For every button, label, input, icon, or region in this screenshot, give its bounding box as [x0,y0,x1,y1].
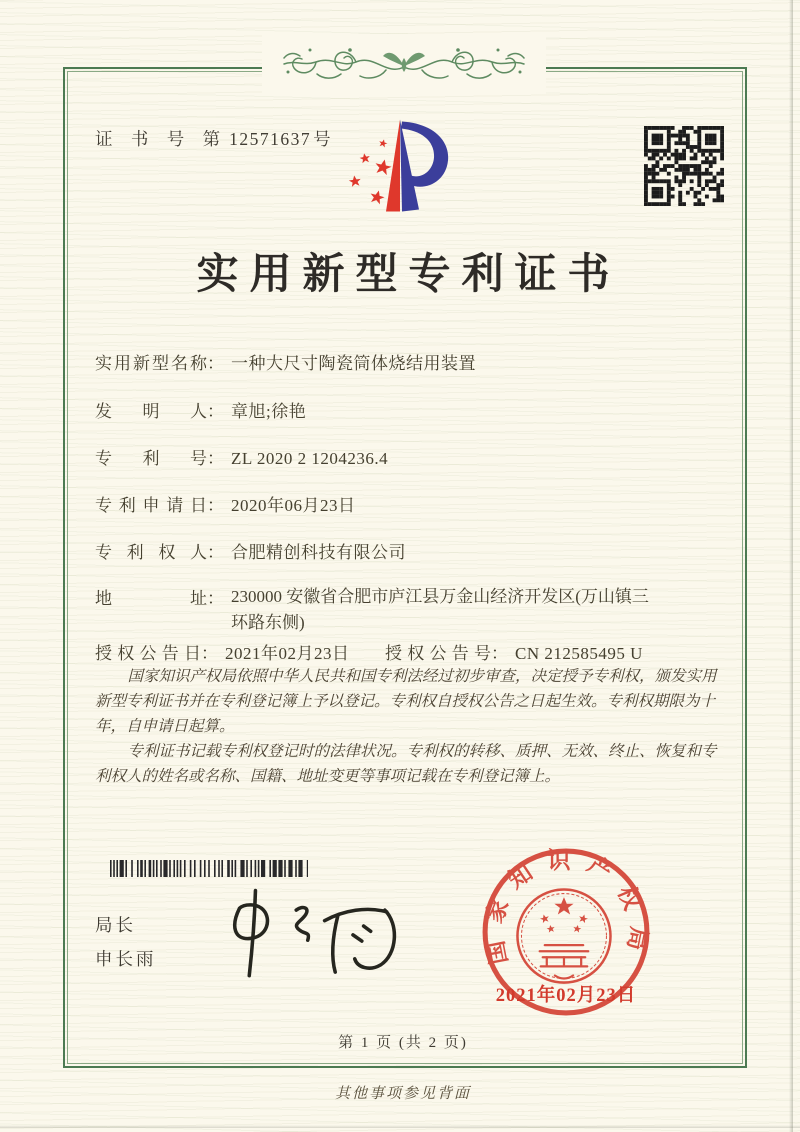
field-value: ZL 2020 2 1204236.4 [231,449,389,468]
field-address [95,584,665,636]
field-value: CN 212585495 U [515,644,643,663]
field-value: 2021年02月23日 [225,644,350,663]
barcode [110,860,308,877]
field-value: 2020年06月23日 [231,496,356,515]
field-label: 专利权人 [95,543,207,562]
seal-date: 2021年02月23日 [495,986,637,1006]
field-grant-row [95,639,643,664]
field-patent-no [95,444,388,469]
seal-text: 国家知识产权局 [480,848,652,967]
field-label: 专利号 [95,449,207,468]
field-label: 地址 [95,589,207,608]
colon: ： [491,644,508,663]
field-label: 发明人 [95,402,207,421]
certificate-number [95,126,331,151]
cert-no-suffix: 号 [313,129,331,149]
field-label: 实用新型名称 [95,354,207,373]
field-value: 一种大尺寸陶瓷筒体烧结用装置 [231,354,476,373]
cert-no-value: 12571637 [229,129,312,149]
legal-paragraph-2: 专利证书记载专利权登记时的法律状况。专利权的转移、质押、无效、终止、恢复和专利权人的姓名或名称、国籍、地址变更等事项记载在专利登记簿上。 [95,743,717,785]
field-type-name [95,349,476,374]
cert-no-prefix: 证 书 号 第 [95,129,228,149]
field-grant-date [95,644,350,663]
field-value: 合肥精创科技有限公司 [231,543,406,562]
field-patentee [95,538,406,563]
flourish-icon [262,34,546,94]
colon: ： [207,354,224,373]
colon: ： [207,543,224,562]
page-number: 第 1 页 (共 2 页) [338,1035,468,1051]
field-filing-date [95,491,356,516]
colon: ： [201,644,218,663]
legal-text [95,664,719,789]
signature-icon [220,880,415,988]
cnipa-logo-icon [336,110,466,228]
director-signature [220,880,415,993]
scan-edge-bottom [0,1125,800,1128]
border-ornament [262,34,546,94]
field-value: 章旭;徐艳 [231,402,307,421]
field-value: 230000 安徽省合肥市庐江县万金山经济开发区(万山镇三环路东侧) [231,587,649,632]
field-label: 专利申请日 [95,496,207,515]
legal-paragraph-1: 国家知识产权局依照中华人民共和国专利法经过初步审查，决定授予专利权，颁发实用新型专利证书并在专利登记簿上予以登记。专利权自授权公告之日起生效。专利权期限为十年，自申请日起算。 [95,668,717,735]
field-label: 授权公告号 [385,644,491,663]
field-grant-no [385,639,643,664]
back-side-note: 其他事项参见背面 [334,1086,471,1102]
field-inventor [95,397,306,422]
cnipa-logo [336,110,466,233]
field-label: 授权公告日 [95,644,201,663]
colon: ： [207,449,224,468]
director-name: 申长雨 [95,949,157,969]
director-title: 局长 [95,915,136,935]
colon: ： [207,496,224,515]
qr-code [644,126,724,206]
page-title: 实用新型专利证书 [196,252,621,298]
colon: ： [207,402,224,421]
scan-edge-right [789,0,793,1132]
colon: ： [207,589,224,608]
